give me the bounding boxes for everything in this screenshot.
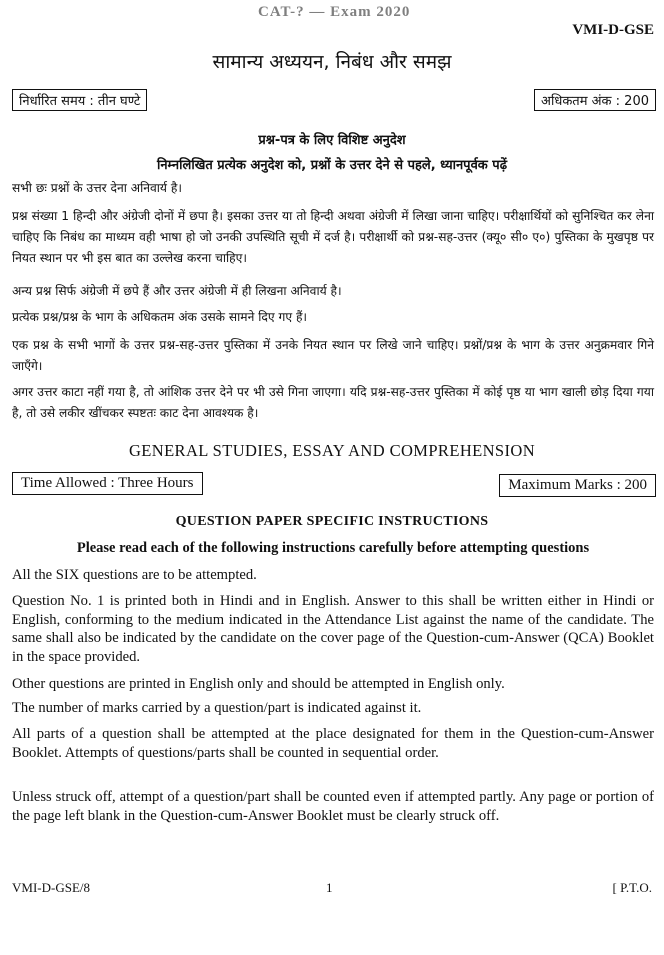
pto-label: [ P.T.O. [612,880,652,895]
hindi-para-4: प्रत्येक प्रश्न/प्रश्न के भाग के अधिकतम अंक उसके सामने दिए गए हैं। [12,310,308,324]
english-para-1: All the SIX questions are to be attempted. [12,567,257,583]
hindi-para-3: अन्य प्रश्न सिर्फ अंग्रेजी में छपे हैं और उत्तर अंग्रेजी में ही लिखना अनिवार्य है। [12,284,342,298]
time-allowed-box: Time Allowed : Three Hours [12,472,203,495]
hindi-para-5: एक प्रश्न के सभी भागों के उत्तर प्रश्न-सह-उत्तर पुस्तिका में उनके नियत स्थान पर लिखे जाने चाहिए। प्रश्नों/प्रश्न के भाग के उत्तर अनुक्रमवार गिने जाएँगे। [12,338,654,373]
hindi-time-box: निर्धारित समय : तीन घण्टे [12,89,147,111]
hindi-para-6: अगर उत्तर काटा नहीं गया है, तो आंशिक उत्तर देने पर भी उसे गिना जाएगा। यदि प्रश्न-सह-उत्तर पुस्तिका में कोई पृष्ठ या भाग खाली छोड़ दिया गया है, तो उसे लकीर खींचकर स्पष्टतः काट देना आवश्यक है। [12,385,654,420]
english-para-3: Other questions are printed in English only and should be attempted in English only. [12,676,505,692]
maximum-marks-box: Maximum Marks : 200 [499,474,656,497]
english-para-6: Unless struck off, attempt of a question/part shall be counted even if attempted partly. Any page or portion of the page left blank in the Question-cum-Answer Booklet must be clearly struck off. [12,789,654,824]
hindi-marks-box: अधिकतम अंक : 200 [534,89,656,111]
hindi-instructions-subheading: निम्नलिखित प्रत्येक अनुदेश को, प्रश्नों के उत्तर देने से पहले, ध्यानपूर्वक पढ़ें [156,158,508,173]
english-para-5: All parts of a question shall be attempted at the place designated for them in the Question-cum-Answer Booklet. Attempts of questions/parts shall be counted in sequential order. [12,726,654,761]
hindi-para-2: प्रश्न संख्या 1 हिन्दी और अंग्रेजी दोनों में छपा है। इसका उत्तर या तो हिन्दी अथवा अंग्रेजी में लिखा जाना चाहिए। परीक्षार्थियों को सुनिश्चित कर लेना चाहिए कि निबंध का माध्यम वही भाषा हो जो उनकी उपस्थिति सूची में दर्ज है। परीक्षार्थी को प्रश्न-सह-उत्तर (क्यू० सी० ए०) पुस्तिका के मुखपृष्ठ पर नियत स्थान पर भी इस बात का उल्लेख करना चाहिए। [12,209,654,265]
paper-code: VMI-D-GSE [572,22,654,38]
top-stamp: CAT-? — Exam 2020 [258,4,411,20]
footer-code: VMI-D-GSE/8 [12,880,90,895]
english-title: GENERAL STUDIES, ESSAY AND COMPREHENSION [128,441,536,460]
english-instructions-subheading: Please read each of the following instructions carefully before attempting questions [76,540,590,556]
hindi-title: सामान्य अध्ययन, निबंध और समझ [212,51,452,73]
english-para-4: The number of marks carried by a question/part is indicated against it. [12,700,422,716]
english-instructions-heading: QUESTION PAPER SPECIFIC INSTRUCTIONS [175,514,489,529]
page-number: 1 [326,880,333,895]
hindi-instructions-heading: प्रश्न-पत्र के लिए विशिष्ट अनुदेश [258,133,406,148]
english-para-2: Question No. 1 is printed both in Hindi and in English. Answer to this shall be written either in Hindi or English, conforming to the medium indicated in the Attendance List against the name of the candidate. The same shall also be indicated by the candidate on the cover page of the Question-cum-Answer (QCA) Booklet in the space provided. [12,593,654,665]
hindi-para-1: सभी छः प्रश्नों के उत्तर देना अनिवार्य है। [12,181,182,195]
